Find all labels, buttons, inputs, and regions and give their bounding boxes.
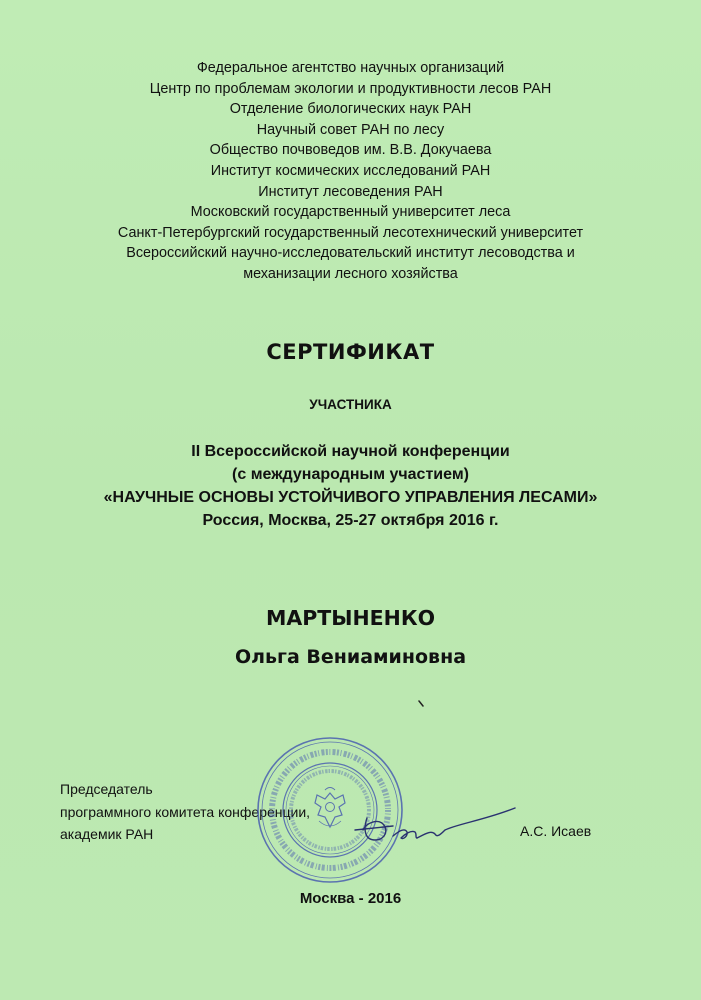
organizer-line: Федеральное агентство научных организаций (196, 60, 505, 76)
chair-rank: академик РАН (60, 826, 154, 842)
organizer-line: механизации лесного хозяйства (243, 265, 458, 282)
conference-note: (с международным участием) (232, 466, 469, 483)
signature (345, 800, 525, 860)
signer-name: А.С. Исаев (520, 823, 592, 839)
organizer-line: Всероссийский научно-исследовательский институт лесоводства и (126, 245, 575, 262)
city-year: Москва - 2016 (299, 890, 402, 907)
participant-given-names: Ольга Вениаминовна (234, 646, 467, 668)
organizer-line: Институт космических исследований РАН (210, 162, 491, 179)
chair-committee: программного комитета конференции, (60, 803, 311, 820)
conference-block (0, 440, 701, 532)
organizer-line: Научный совет РАН по лесу (256, 121, 445, 138)
certificate-title: СЕРТИФИКАТ (266, 340, 435, 364)
certificate-subtitle: УЧАСТНИКА (309, 397, 392, 412)
chair-title: Председатель (60, 781, 153, 797)
conference-theme: «НАУЧНЫЕ ОСНОВЫ УСТОЙЧИВОГО УПРАВЛЕНИЯ ЛЕСАМИ» (103, 489, 598, 506)
organizer-line: Общество почвоведов им. В.В. Докучаева (209, 142, 492, 159)
organizer-line: Институт лесоведения РАН (258, 183, 443, 200)
participant-surname: МАРТЫНЕНКО (265, 606, 435, 630)
organizer-list (0, 58, 701, 285)
organizer-line: Московский государственный университет леса (190, 204, 511, 221)
conference-place-date: Россия, Москва, 25-27 октября 2016 г. (202, 512, 499, 529)
organizer-line: Санкт-Петербургский государственный лесотехнический университет (117, 224, 584, 241)
organizer-line: Центр по проблемам экологии и продуктивности лесов РАН (149, 80, 552, 97)
conference-name: II Всероссийской научной конференции (191, 443, 510, 460)
organizer-line: Отделение биологических наук РАН (229, 101, 472, 118)
ink-speck (418, 700, 426, 708)
